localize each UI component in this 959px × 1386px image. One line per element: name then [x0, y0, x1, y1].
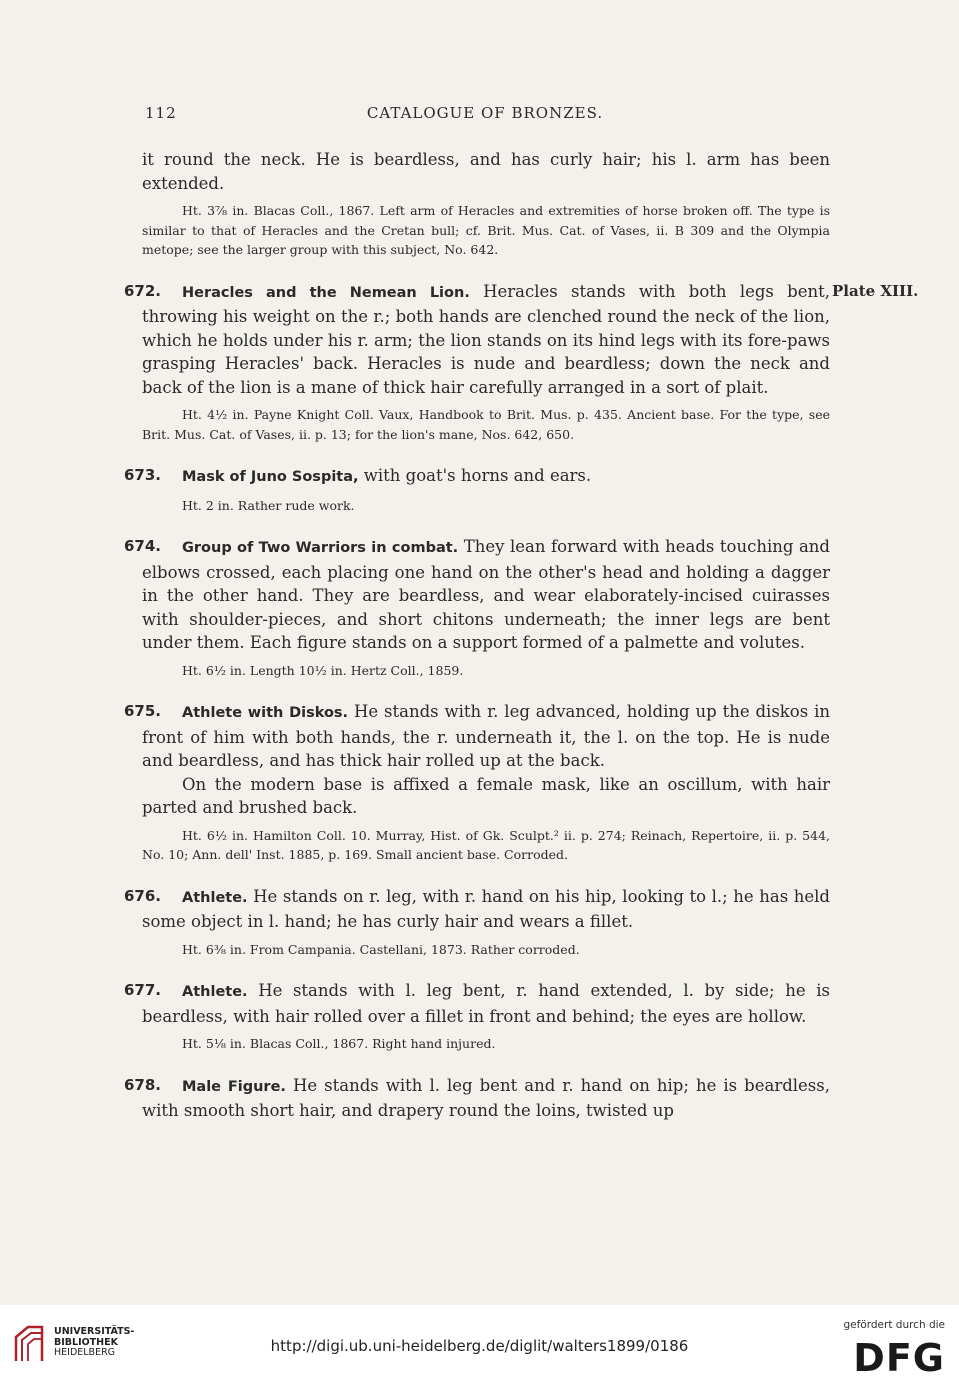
entry-description: He stands with r. leg advanced, holding up the diskos in front of him with both hands, the r. underneath it, the l. on the top. He is nude and beardless, and has thick hair rolled up at the back. — [142, 702, 830, 770]
continued-entry — [142, 148, 830, 260]
entry-description: They lean forward with heads touching and elbows crossed, each placing one hand on the other's head and holding a dagger in the other hand. They are beardless, and wear elaborately-incised cuirasses with shoulder-pieces, and short chitons underneath; the inner legs are bent under them. Each figure stands on a support formed of a palmette and volutes. — [142, 537, 830, 652]
entry-description: He stands with l. leg bent, r. hand extended, l. by side; he is beardless, with hair rolled over a fillet in front and behind; the eyes are hollow. — [142, 981, 830, 1026]
catalogue-entry-678 — [124, 1074, 830, 1123]
entry-note: Ht. 6½ in. Length 10½ in. Hertz Coll., 1859. — [182, 662, 464, 678]
funder-caption: gefördert durch die — [843, 1319, 945, 1331]
entry-number: 676. — [124, 886, 162, 905]
catalogue-entry-675 — [124, 700, 830, 865]
entry-description-continued: On the modern base is affixed a female mask, like an oscillum, with hair parted and brushed back. — [142, 774, 830, 817]
source-url-link[interactable]: http://digi.ub.uni-heidelberg.de/diglit/walters1899/0186 — [270, 1337, 689, 1355]
entry-description: He stands with l. leg bent and r. hand on hip; he is beardless, with smooth short hair, and drapery round the loins, twisted up — [142, 1075, 830, 1120]
catalogue-entry-674 — [124, 535, 830, 680]
running-title: CATALOGUE OF BRONZES. — [366, 104, 604, 122]
entry-title: Athlete. — [182, 889, 248, 906]
library-name: UNIVERSITÄTS- BIBLIOTHEK HEIDELBERG — [54, 1326, 135, 1358]
catalogue-entry-676 — [124, 885, 830, 960]
entry-note: Ht. 2 in. Rather rude work. — [182, 497, 355, 513]
entry-note: Ht. 4½ in. Payne Knight Coll. Vaux, Handbook to Brit. Mus. p. 435. Ancient base. For the type, see Brit. Mus. Cat. of Vases, ii. p. 13; for the lion's mane, Nos. 642, 650. — [142, 407, 830, 442]
entry-number: 672. — [124, 281, 162, 300]
entry-title: Group of Two Warriors in combat. — [182, 540, 459, 556]
catalogue-entry-672 — [124, 280, 919, 445]
entry-number: 673. — [124, 466, 162, 484]
entry-title: Mask of Juno Sospita, — [182, 469, 359, 485]
entry-title: Athlete with Diskos. — [182, 705, 349, 721]
entry-title: Heracles and the Nemean Lion. — [182, 284, 470, 301]
page-number: 112 — [145, 104, 177, 122]
entry-title: Male Figure. — [182, 1078, 286, 1095]
plate-reference: Plate XIII. — [832, 281, 919, 300]
catalogue-text — [124, 148, 919, 1123]
entry-description: with goat's horns and ears. — [363, 466, 592, 485]
entry-number: 677. — [124, 981, 162, 999]
entry-description: it round the neck. He is beardless, and has curly hair; his l. arm has been extended. — [142, 150, 830, 193]
entry-number: 674. — [124, 537, 162, 555]
entry-number: 678. — [124, 1075, 162, 1094]
catalogue-entry-673 — [124, 464, 830, 515]
entry-number: 675. — [124, 702, 162, 720]
digitization-footer — [0, 1305, 959, 1386]
dfg-logo: DFG — [853, 1336, 945, 1380]
entry-description: He stands on r. leg, with r. hand on his hip, looking to l.; he has held some object in l. hand; he has curly hair and wears a fillet. — [142, 886, 830, 931]
entry-description: Heracles stands with both legs bent, throwing his weight on the r.; both hands are clenched round the neck of the lion, which he holds under his r. arm; the lion stands on its hind legs with its fore-paws grasping Heracles' back. Heracles is nude and beardless; down the neck and back of the lion is a mane of thick hair carefully arranged in a sort of plait. — [142, 281, 830, 397]
entry-title: Athlete. — [182, 984, 248, 1000]
catalogue-entry-677 — [124, 979, 830, 1054]
entry-note: Ht. 3⅞ in. Blacas Coll., 1867. Left arm of Heracles and extremities of horse broken off. The type is similar to that of Heracles and the Cretan bull; cf. Brit. Mus. Cat. of Vases, ii. B 309 and the Olympia metope; see the larger group with this subject, No. 642. — [142, 203, 830, 257]
entry-note: Ht. 5⅛ in. Blacas Coll., 1867. Right hand injured. — [182, 1036, 496, 1051]
entry-note: Ht. 6⅜ in. From Campania. Castellani, 1873. Rather corroded. — [182, 941, 580, 957]
entry-note: Ht. 6½ in. Hamilton Coll. 10. Murray, Hist. of Gk. Sculpt.² ii. p. 274; Reinach, Repertoire, ii. p. 544, No. 10; Ann. dell' Inst. 1885, p. 169. Small ancient base. Corroded. — [142, 827, 830, 862]
